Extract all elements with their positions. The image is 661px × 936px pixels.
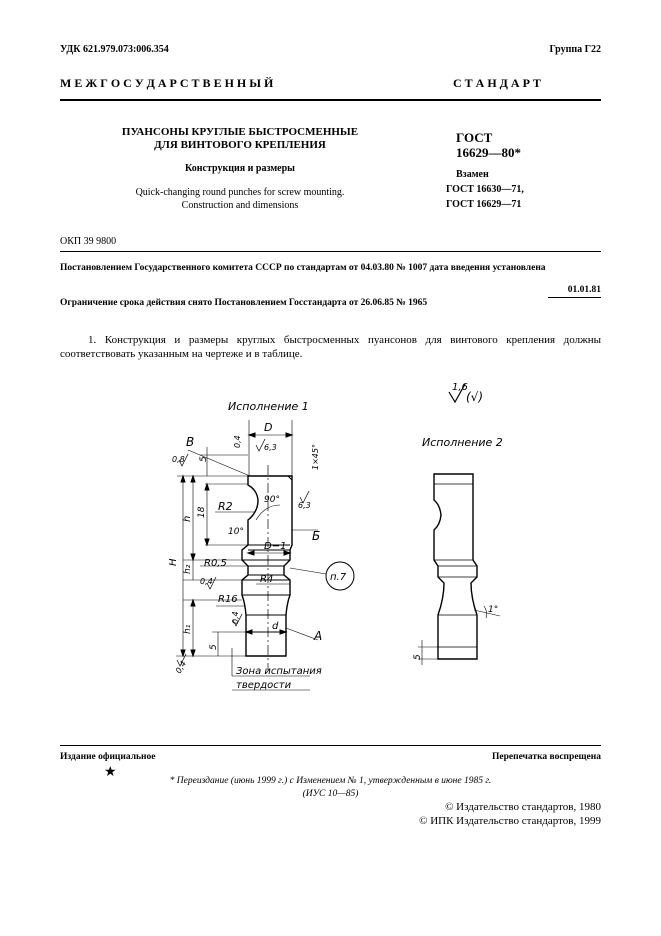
label-r08: 0,8 (172, 455, 185, 464)
label-1-degree: 1° (488, 605, 499, 615)
punch-drawing (0, 370, 661, 700)
label-five-top: 5 (199, 456, 209, 462)
label-five-bottom: 5 (209, 644, 219, 650)
gost-number: 16629—80* (456, 145, 521, 160)
label-B-section: Б (312, 529, 321, 543)
label-chamfer: 1×45° (311, 444, 320, 470)
star-mark: ★ (104, 765, 117, 780)
copyright-1999: © ИПК Издательство стандартов, 1999 (419, 815, 601, 827)
label-R4: R4 (260, 574, 274, 585)
version-2-drawing (418, 474, 500, 665)
label-r04d: 0,4 (173, 659, 189, 675)
zone-label-2: твердости (236, 680, 292, 691)
official-edition: Издание официальное (60, 752, 156, 762)
label-R2: R2 (218, 500, 233, 513)
label-five-v2: 5 (413, 654, 423, 660)
reprint-prohibited: Перепечатка воспрещена (491, 752, 601, 762)
label-h2: h₂ (183, 564, 193, 574)
label-18: 18 (197, 506, 207, 518)
label-D: D (264, 421, 273, 434)
label-h1: h₁ (183, 624, 193, 634)
title-ru-line2: ДЛЯ ВИНТОВОГО КРЕПЛЕНИЯ (154, 139, 326, 151)
title-en-line1: Quick-changing round punches for screw mounting. (135, 187, 345, 198)
label-10: 10° (228, 527, 244, 537)
udk-code: УДК 621.979.073:006.354 (60, 44, 169, 55)
label-R16: R16 (218, 594, 238, 605)
label-d: d (272, 621, 279, 632)
title-ru (60, 126, 420, 152)
label-r04c: 0,4 (231, 611, 240, 624)
copyright-1980: © Издательство стандартов, 1980 (445, 801, 601, 813)
label-p7: п.7 (330, 572, 347, 583)
group-code: Группа Г22 (549, 44, 601, 55)
roughness-paren: (√) (466, 390, 484, 404)
label-D-minus-1: D−1 (264, 541, 287, 552)
label-r63b: 6,3 (298, 501, 311, 510)
version-1-label: Исполнение 1 (228, 400, 309, 413)
label-r04b: 0,4 (200, 577, 213, 586)
interstate-label: М Е Ж Г О С У Д А Р С Т В Е Н Н Ы Й (60, 76, 274, 90)
label-r04a: 0,4 (233, 435, 242, 448)
replaces-label: Взамен (456, 169, 489, 180)
ius-note: (ИУС 10—85) (302, 789, 359, 799)
label-r63a: 6,3 (264, 443, 277, 452)
label-A: А (314, 629, 323, 643)
title-en (60, 186, 420, 212)
roughness-value: 1,6 (452, 382, 468, 393)
title-ru-line1: ПУАНСОНЫ КРУГЛЫЕ БЫСТРОСМЕННЫЕ (121, 126, 359, 138)
okp-rule (60, 251, 601, 252)
decree-text: Постановлением Государственного комитета СССР по стандартам от 04.03.80 № 1007 дата введения установлена (60, 263, 546, 273)
version-2-label: Исполнение 2 (422, 436, 503, 449)
label-h: h (182, 515, 193, 522)
paragraph-1: 1. Конструкция и размеры круглых быстросменных пуансонов для винтового крепления должны соответствовать указанным на чертеже и в таблице. (60, 334, 601, 360)
label-90: 90° (264, 495, 280, 505)
reissue-note: * Переиздание (июнь 1999 г.) с Изменением № 1, утвержденным в июне 1985 г. (169, 776, 492, 786)
limitation-text: Ограничение срока действия снято Постановлением Госстандарта от 26.06.85 № 1965 (60, 298, 428, 308)
replaced-standard-2: ГОСТ 16629—71 (446, 199, 522, 210)
roughness-sign (449, 382, 483, 404)
replaced-standard-1: ГОСТ 16630—71, (446, 184, 524, 195)
title-subtitle: Конструкция и размеры (185, 163, 295, 174)
gost-label: ГОСТ (456, 130, 493, 145)
standard-label: С Т А Н Д А Р Т (453, 76, 541, 90)
label-B: В (186, 435, 195, 449)
footer-rule (60, 745, 601, 746)
header-rule (60, 99, 601, 101)
zone-label-1: Зона испытания (236, 666, 322, 677)
intro-date: 01.01.81 (567, 285, 601, 295)
okp-code: ОКП 39 9800 (60, 236, 117, 247)
label-H: H (168, 558, 179, 566)
title-en-line2: Construction and dimensions (181, 200, 299, 211)
label-R05: R0,5 (204, 558, 227, 569)
